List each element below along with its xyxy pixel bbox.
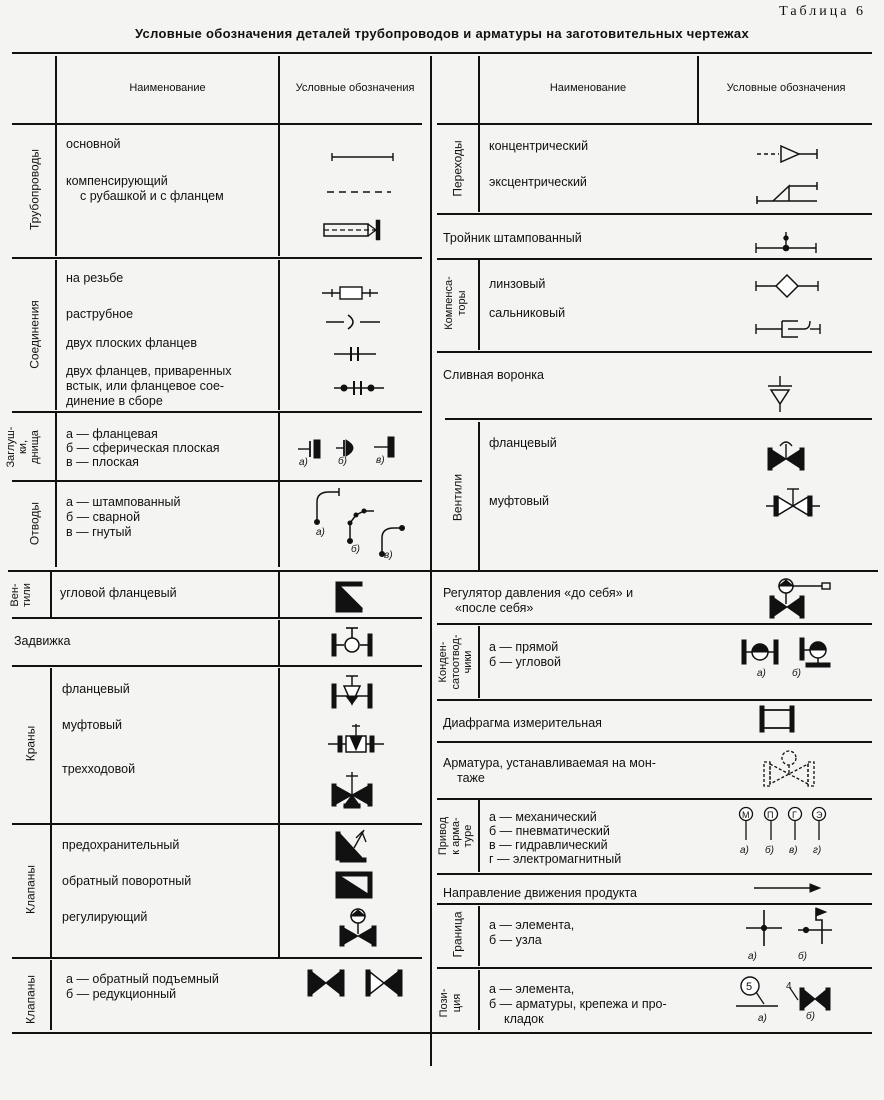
border-vline <box>478 906 480 966</box>
trap-angle-icon <box>798 634 838 668</box>
plug-mark-v: в) <box>376 455 385 466</box>
col-header-symbol-left: Условные обозначения <box>295 82 415 94</box>
header-rule-right <box>437 123 872 125</box>
section-position <box>438 978 468 1028</box>
cock-flange-icon <box>330 674 374 710</box>
section-reducers: Переходы <box>450 140 465 197</box>
joint-socket-icon <box>322 312 384 332</box>
divider-fittings <box>437 798 872 800</box>
section-traps-line: сатоотвод- <box>449 634 462 690</box>
cocks-vline-1 <box>50 668 52 823</box>
reducer-eccentric-icon <box>755 180 821 206</box>
joint-flat-flanges-icon <box>330 344 380 364</box>
section-bends: Отводы <box>27 501 42 546</box>
section-plugs-line: днища <box>29 430 41 464</box>
section-flaps: Клапаны <box>23 864 38 915</box>
flap-control-icon <box>338 906 378 948</box>
drive-letter-p: П <box>767 810 774 820</box>
reducer-concentric: концентрический <box>489 139 589 153</box>
pipeline-jacket: с рубашкой и с фланцем <box>80 189 224 203</box>
section-traps <box>437 624 477 700</box>
divider-drive <box>437 873 872 875</box>
page-title: Условные обозначения деталей трубопроводов и арматуры на заготовительных чертежах <box>134 26 749 41</box>
cock-three-way-icon <box>330 770 374 810</box>
section-valves-angle <box>9 575 35 615</box>
cock-coupling: муфтовый <box>62 718 122 732</box>
bend-bent: в — гнутый <box>66 525 132 539</box>
position-element-icon <box>734 976 780 1012</box>
measuring-diaphragm: Диафрагма измерительная <box>443 716 602 730</box>
left-hdr-vline-1 <box>55 56 57 256</box>
section-pipelines: Трубопроводы <box>27 149 42 230</box>
pressure-regulator-2: «после себя» <box>455 601 534 615</box>
plug-spherical: б — сферическая плоская <box>66 441 220 455</box>
cock-three-way: трехходовой <box>62 762 136 776</box>
section-drive-line: к арма- <box>449 817 462 855</box>
divider-joints <box>12 411 422 413</box>
bottom-rule <box>12 1032 872 1034</box>
section-flaps-2: Клапаны <box>23 974 38 1025</box>
drive-letter-m: М <box>742 810 750 820</box>
cocks-vline-2 <box>278 668 280 823</box>
divider-flaps <box>12 957 422 959</box>
plugs-vline-1 <box>55 412 57 480</box>
flap-check-swing: обратный поворотный <box>62 874 192 888</box>
mid-rule <box>8 570 878 572</box>
compensator-gland: сальниковый <box>489 306 566 320</box>
pipeline-main: основной <box>66 137 121 151</box>
flaps2-vline-1 <box>50 960 52 1030</box>
tee-stamped-icon <box>752 230 822 256</box>
reducer-concentric-icon <box>755 143 821 165</box>
pressure-regulator-icon <box>768 576 834 620</box>
drive-letter-e: Э <box>816 810 823 820</box>
drain-funnel: Сливная воронка <box>443 368 544 382</box>
section-compensators <box>443 273 473 333</box>
bend-stamped-icon <box>305 486 345 526</box>
valve-coupling-icon <box>764 486 822 522</box>
installed-fittings-2: таже <box>457 771 485 785</box>
top-rule <box>12 52 872 54</box>
drive-mark-a: а) <box>740 845 749 856</box>
flap-safety: предохранительный <box>62 838 180 852</box>
right-hdr-vline-1 <box>478 56 480 212</box>
compensator-lens: линзовый <box>489 277 546 291</box>
drive-vline <box>478 800 480 872</box>
reducer-eccentric: эксцентрический <box>489 175 587 189</box>
divider-tee <box>437 258 872 260</box>
drive-mechanical: а — механический <box>489 810 597 824</box>
section-valves-right: Вентили <box>450 473 465 522</box>
border-node: б — узла <box>489 933 542 947</box>
valve-flange: фланцевый <box>489 436 557 450</box>
joint-welded-1: двух фланцев, приваренных <box>66 364 232 378</box>
border-mark-b: б) <box>798 951 807 962</box>
position-gaskets: кладок <box>504 1012 544 1026</box>
tee-stamped: Тройник штампованный <box>443 231 582 245</box>
flow-direction-icon <box>752 880 824 896</box>
flap-control: регулирующий <box>62 910 148 924</box>
col-header-symbol-right: Условные обозначения <box>726 82 846 94</box>
section-position-line: Пози- <box>438 988 450 1018</box>
flap-lift-check-icon <box>306 968 346 998</box>
bend-stamped: а — штампованный <box>66 495 181 509</box>
divider-regulator <box>437 623 872 625</box>
divider-pipelines <box>12 257 422 259</box>
divider-border <box>437 967 872 969</box>
divider-funnel <box>445 418 872 420</box>
position-mark-a: а) <box>758 1013 767 1024</box>
trap-angle: б — угловой <box>489 655 561 669</box>
section-valves-angle-line: тили <box>21 583 33 607</box>
section-cocks: Краны <box>23 725 38 762</box>
border-node-icon <box>796 904 836 948</box>
bends-vline-2 <box>278 481 280 567</box>
border-element: а — элемента, <box>489 918 575 932</box>
valve-coupling: муфтовый <box>489 494 549 508</box>
divider-compensators <box>437 351 872 353</box>
section-plugs-line: ки, <box>17 440 29 455</box>
border-mark-a: а) <box>748 951 757 962</box>
bend-mark-a: а) <box>316 527 325 538</box>
joint-welded-2: встык, или фланцевое сое- <box>66 379 225 393</box>
section-drive-line: Привод <box>437 816 449 856</box>
joint-thread: на резьбе <box>66 271 124 285</box>
flow-direction: Направление движения продукта <box>443 886 638 900</box>
position-mark-b: б) <box>806 1011 815 1022</box>
divider-plugs <box>12 480 422 482</box>
flaps-vline-1 <box>50 825 52 957</box>
gate-vline <box>278 620 280 665</box>
flap-reduction-icon <box>364 968 404 998</box>
measuring-diaphragm-icon <box>756 702 800 738</box>
section-valves-angle-line: Вен- <box>9 583 21 607</box>
section-border: Граница <box>450 911 465 958</box>
flap-reduction: б — редукционный <box>66 987 177 1001</box>
drive-mark-v: в) <box>789 845 798 856</box>
drive-mark-b: б) <box>765 845 774 856</box>
position-fittings: б — арматуры, крепежа и про- <box>489 997 667 1011</box>
joint-thread-icon <box>320 283 382 303</box>
col-header-name-right: Наименование <box>549 82 627 94</box>
trap-straight-icon <box>740 634 780 668</box>
position-element: а — элемента, <box>489 982 575 996</box>
divider-reducers <box>437 213 872 215</box>
plug-flat: в — плоская <box>66 455 139 469</box>
compensator-gland-icon <box>752 315 824 341</box>
pipeline-compensating-icon <box>325 185 395 199</box>
valves-vline <box>478 422 480 570</box>
flaps-vline-2 <box>278 825 280 957</box>
gate-valve: Задвижка <box>14 634 71 648</box>
table-number: Таблица 6 <box>779 4 866 19</box>
left-hdr-vline-2 <box>278 56 280 256</box>
pipeline-jacket-icon <box>320 218 386 244</box>
position-vline <box>478 970 480 1030</box>
trap-mark-a: а) <box>757 668 766 679</box>
drain-funnel-icon <box>766 374 796 414</box>
installed-fittings-1: Арматура, устанавливаемая на мон- <box>443 756 656 770</box>
section-traps-line: чики <box>462 650 474 674</box>
section-joints: Соединения <box>27 300 42 369</box>
comp-vline <box>478 260 480 350</box>
trap-mark-b: б) <box>792 668 801 679</box>
section-drive-line: туре <box>462 824 474 848</box>
plug-mark-b: б) <box>338 456 347 467</box>
flap-check-swing-icon <box>334 868 374 902</box>
drive-electromagnetic: г — электромагнитный <box>489 852 622 866</box>
col-header-name-left: Наименование <box>129 82 206 94</box>
divider-diaphragm <box>437 741 872 743</box>
section-position-line: ция <box>451 993 463 1013</box>
drive-pneumatic: б — пневматический <box>489 824 610 838</box>
angle-vline-2 <box>278 572 280 617</box>
plug-mark-a: а) <box>299 457 308 468</box>
section-plugs-line: Заглуш- <box>5 426 17 468</box>
section-compensators-line: Компенса- <box>443 276 455 330</box>
joint-flat-flanges: двух плоских фланцев <box>66 336 197 350</box>
valve-angle-icon <box>334 578 370 614</box>
pipeline-main-icon <box>330 150 400 164</box>
bend-mark-b: б) <box>351 544 360 555</box>
bends-vline-1 <box>55 481 57 567</box>
joint-welded-3: динение в сборе <box>66 394 163 408</box>
joints-vline-1 <box>55 260 57 410</box>
flap-lift-check: а — обратный подъемный <box>66 972 219 986</box>
flap-safety-icon <box>334 826 374 864</box>
plugs-vline-2 <box>278 412 280 480</box>
border-element-icon <box>744 906 784 950</box>
pipeline-compensating: компенсирующий <box>66 174 168 188</box>
divider-traps <box>437 699 872 701</box>
gate-valve-icon <box>330 624 374 660</box>
right-hdr-vline-2 <box>697 56 699 124</box>
divider-cocks <box>12 823 422 825</box>
center-divider <box>430 56 432 1066</box>
drive-mark-g: г) <box>813 845 822 856</box>
trap-straight: а — прямой <box>489 640 559 654</box>
valve-angle-flange: угловой фланцевый <box>60 586 177 600</box>
pressure-regulator-1: Регулятор давления «до себя» и <box>443 586 634 600</box>
plug-flange: а — фланцевая <box>66 427 158 441</box>
section-traps-line: Конден- <box>437 641 449 683</box>
joint-socket: раструбное <box>66 307 134 321</box>
cock-flange: фланцевый <box>62 682 130 696</box>
installed-fittings-icon <box>760 748 826 792</box>
header-rule-left <box>12 123 422 125</box>
section-compensators-line: торы <box>456 290 468 316</box>
drive-hydraulic: в — гидравлический <box>489 838 608 852</box>
joint-welded-flanges-icon <box>330 377 388 399</box>
bend-welded: б — сварной <box>66 510 141 524</box>
cock-coupling-icon <box>326 722 386 758</box>
joints-vline-2 <box>278 260 280 410</box>
position-number-4: 4 <box>786 981 792 992</box>
position-number-5: 5 <box>746 981 753 993</box>
traps-vline <box>478 626 480 698</box>
angle-vline-1 <box>50 572 52 617</box>
divider-angle <box>12 617 422 619</box>
section-drive <box>437 801 477 871</box>
bend-mark-v: в) <box>384 550 393 561</box>
drive-letter-g: Г <box>792 810 797 820</box>
compensator-lens-icon <box>752 272 822 300</box>
valve-flange-icon <box>764 438 808 474</box>
divider-gate <box>12 665 422 667</box>
